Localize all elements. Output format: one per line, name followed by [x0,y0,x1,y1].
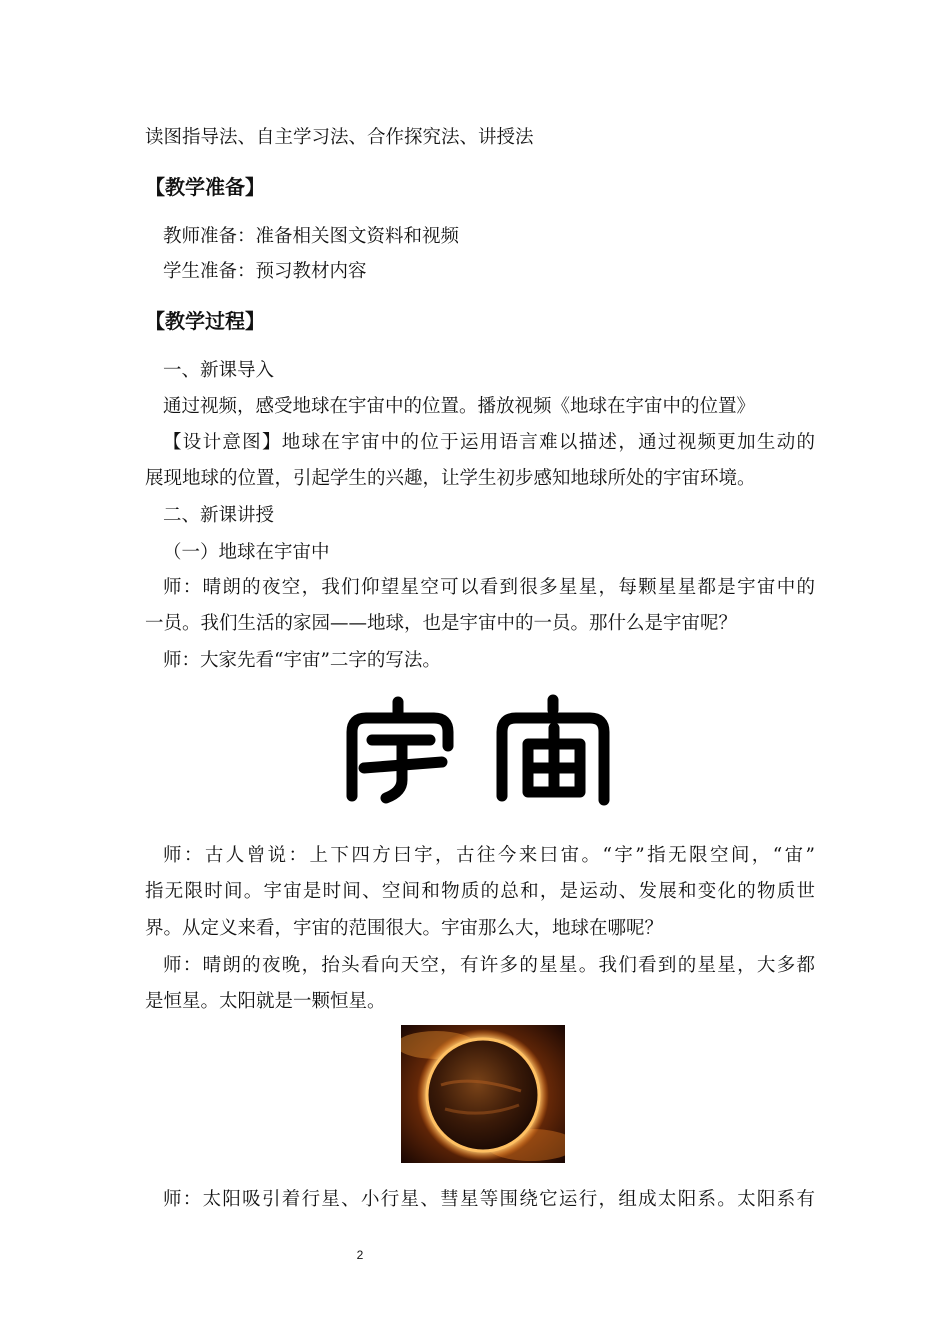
section-new-lesson-intro-title: 一、新课导入 [163,360,275,381]
teaching-process-heading: 【教学过程】 [145,309,265,333]
paragraph-4-line-1: 师：晴朗的夜晚，抬头看向天空，有许多的星星。我们看到的星星，大多都 [163,955,815,976]
section-new-lesson-teaching-title: 二、新课讲授 [163,505,275,526]
paragraph-3-line-1: 师：古人曾说：上下四方曰宇，古往今来曰宙。“宇”指无限空间，“宙” [163,845,815,866]
paragraph-1-line-1: 师：晴朗的夜空，我们仰望星空可以看到很多星星，每颗星星都是宇宙中的 [163,577,815,598]
seal-script-yuzhou-image [338,688,623,810]
sun-illustration [401,1025,565,1163]
student-preparation-line: 学生准备：预习教材内容 [163,261,367,282]
page-number: 2 [356,1248,364,1262]
paragraph-1-line-2: 一员。我们生活的家园——地球，也是宇宙中的一员。那什么是宇宙呢？ [145,613,738,634]
design-intent-line-1: 【设计意图】地球在宇宙中的位于运用语言难以描述，通过视频更加生动的 [163,432,815,453]
paragraph-2: 师：大家先看“宇宙”二字的写法。 [163,650,441,671]
teaching-methods-line: 读图指导法、自主学习法、合作探究法、讲授法 [145,127,534,148]
sun-photo [401,1025,565,1163]
subsection-earth-in-universe-title: （一）地球在宇宙中 [163,542,330,563]
paragraph-5-line-1: 师：太阳吸引着行星、小行星、彗星等围绕它运行，组成太阳系。太阳系有 [163,1189,815,1210]
teaching-preparation-heading: 【教学准备】 [145,175,265,199]
paragraph-3-line-3: 界。从定义来看，宇宙的范围很大。宇宙那么大，地球在哪呢？ [145,918,664,939]
paragraph-4-line-2: 是恒星。太阳就是一颗恒星。 [145,991,386,1012]
seal-script-illustration [338,688,623,810]
paragraph-3-line-2: 指无限时间。宇宙是时间、空间和物质的总和，是运动、发展和变化的物质世 [145,881,815,902]
teacher-preparation-line: 教师准备：准备相关图文资料和视频 [163,226,460,247]
section-intro-text: 通过视频，感受地球在宇宙中的位置。播放视频《地球在宇宙中的位置》 [163,396,756,417]
design-intent-line-2: 展现地球的位置，引起学生的兴趣，让学生初步感知地球所处的宇宙环境。 [145,468,756,489]
